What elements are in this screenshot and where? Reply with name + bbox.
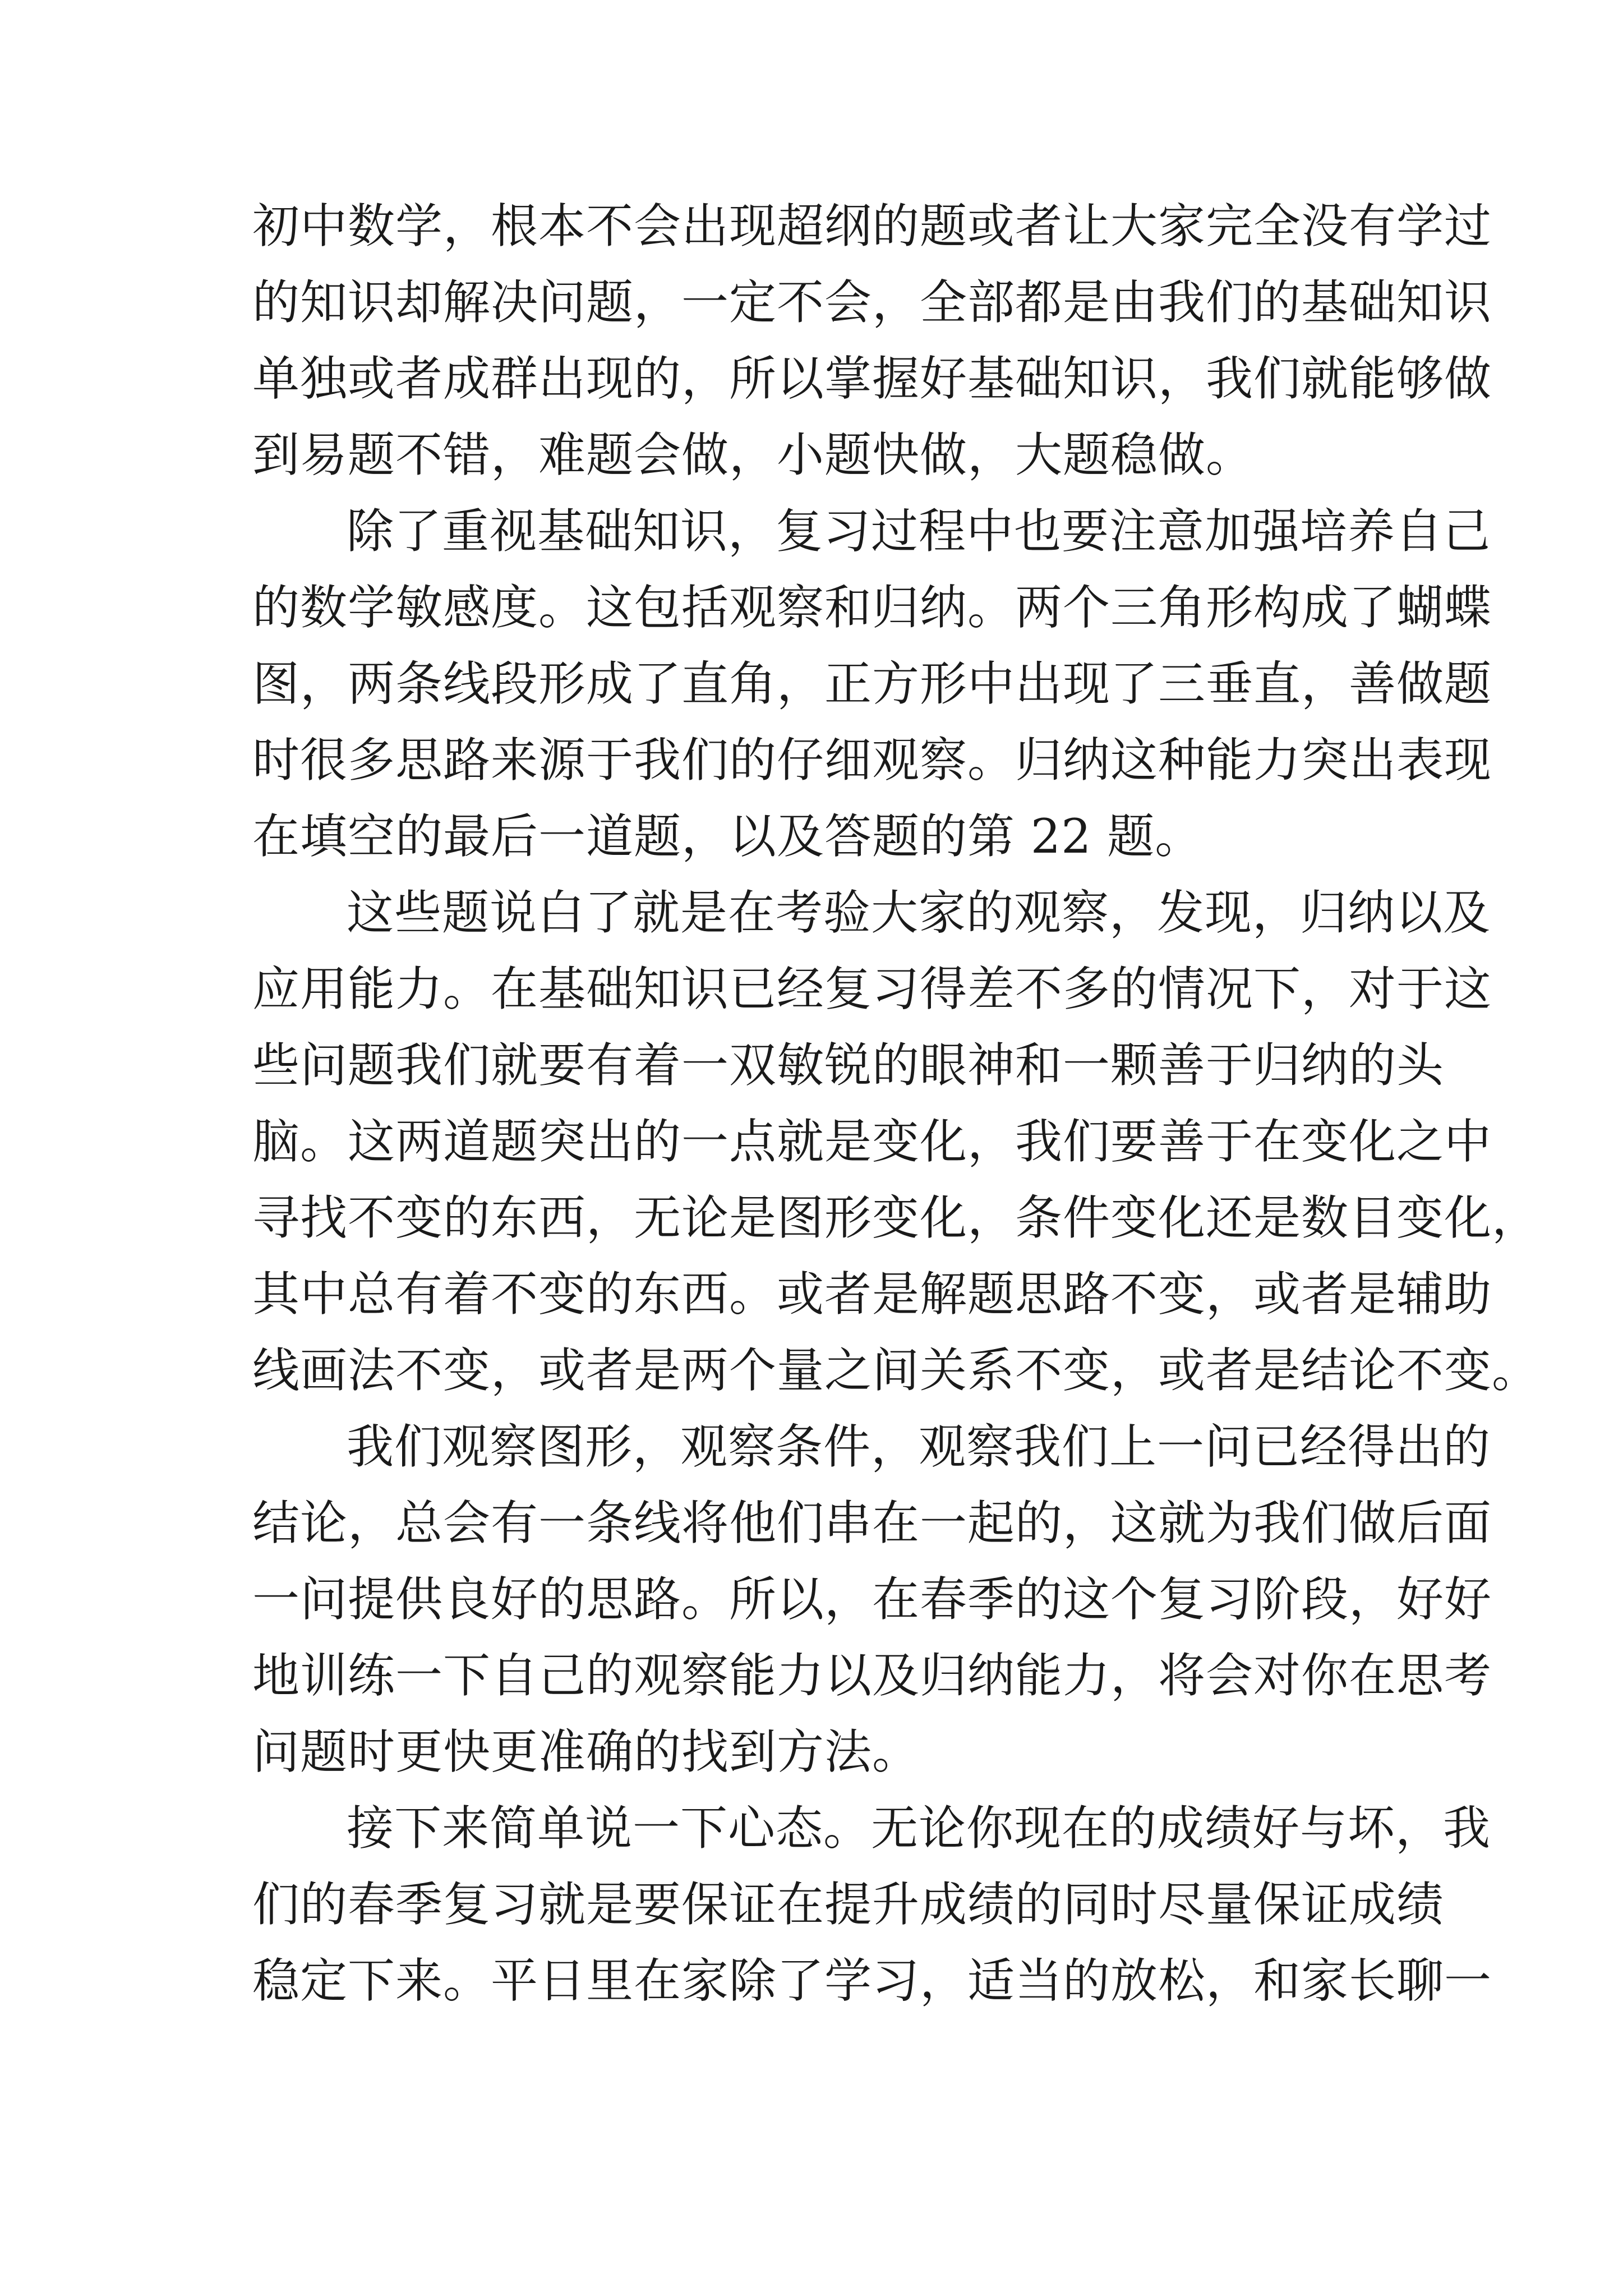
text-line: 们的春季复习就是要保证在提升成绩的同时尽量保证成绩 (252, 1877, 1445, 1932)
paragraph-2 (252, 493, 1492, 875)
paragraph-3 (252, 875, 1540, 1409)
text-line: 初中数学，根本不会出现超纲的题或者让大家完全没有学过 (252, 199, 1492, 254)
text-line: 除了重视基础知识，复习过程中也要注意加强培养自己 (347, 504, 1491, 559)
text-line: 图，两条线段形成了直角，正方形中出现了三垂直，善做题 (252, 656, 1492, 711)
document-body (252, 188, 1540, 2019)
text-line: 在填空的最后一道题，以及答题的第 22 题。 (252, 809, 1203, 864)
text-line: 线画法不变，或者是两个量之间关系不变，或者是结论不变。 (252, 1343, 1540, 1398)
text-line: 其中总有着不变的东西。或者是解题思路不变，或者是辅助 (252, 1267, 1492, 1322)
text-line: 接下来简单说一下心态。无论你现在的成绩好与坏，我 (347, 1801, 1491, 1856)
text-line: 问题时更快更准确的找到方法。 (252, 1724, 920, 1779)
text-line: 脑。这两道题突出的一点就是变化，我们要善于在变化之中 (252, 1114, 1492, 1169)
text-line: 的知识却解决问题，一定不会，全部都是由我们的基础知识 (252, 275, 1492, 330)
paragraph-1 (252, 188, 1492, 493)
text-line: 结论，总会有一条线将他们串在一起的，这就为我们做后面 (252, 1496, 1492, 1550)
text-line: 这些题说白了就是在考验大家的观察，发现，归纳以及 (347, 885, 1491, 940)
text-line: 些问题我们就要有着一双敏锐的眼神和一颗善于归纳的头 (252, 1038, 1445, 1093)
paragraph-5 (252, 1790, 1492, 2019)
text-line: 一问提供良好的思路。所以，在春季的这个复习阶段，好好 (252, 1572, 1492, 1627)
text-line: 应用能力。在基础知识已经复习得差不多的情况下，对于这 (252, 961, 1492, 1016)
text-line: 我们观察图形，观察条件，观察我们上一问已经得出的 (347, 1419, 1491, 1474)
paragraph-4 (252, 1409, 1492, 1790)
text-line: 到易题不错，难题会做，小题快做，大题稳做。 (252, 427, 1254, 482)
text-line: 稳定下来。平日里在家除了学习，适当的放松，和家长聊一 (252, 1953, 1492, 2008)
text-line: 寻找不变的东西，无论是图形变化，条件变化还是数目变化， (252, 1190, 1540, 1245)
text-line: 的数学敏感度。这包括观察和归纳。两个三角形构成了蝴蝶 (252, 580, 1492, 635)
text-line: 时很多思路来源于我们的仔细观察。归纳这种能力突出表现 (252, 733, 1492, 788)
text-line: 地训练一下自己的观察能力以及归纳能力，将会对你在思考 (252, 1648, 1492, 1703)
text-line: 单独或者成群出现的，所以掌握好基础知识，我们就能够做 (252, 351, 1492, 406)
